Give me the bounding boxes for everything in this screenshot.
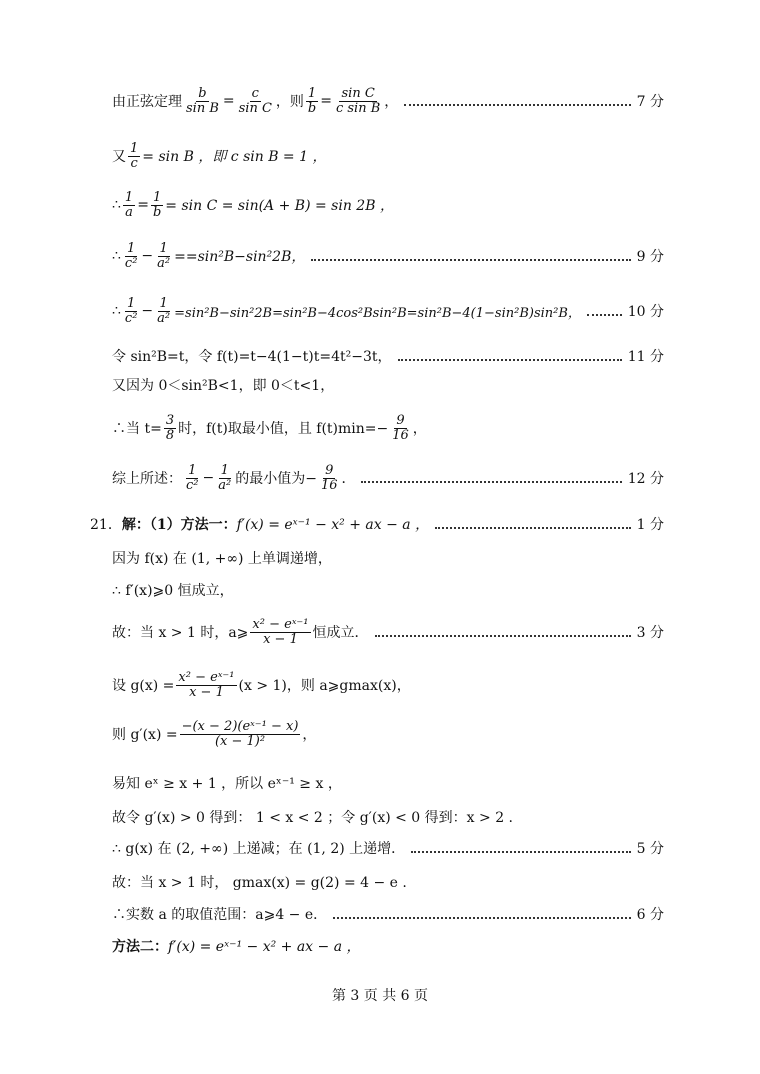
fraction: $\frac{1}{b}$	[307, 86, 317, 116]
leader-dots	[411, 850, 630, 853]
page-footer: 第 3 页 共 6 页	[331, 988, 429, 1004]
leader-dots	[398, 358, 622, 361]
line-13: 故：当 x > 1 时，a⩾ $\frac{\text{x² − eˣ⁻¹}}{x - 1}$ 恒成立． 3 分	[112, 617, 664, 647]
fraction: $\frac{1}{a}$	[124, 190, 134, 220]
leader-dots	[361, 480, 621, 483]
line-7: 又因为 0＜sin²B<1，即 0＜t<1，	[112, 378, 335, 394]
line-1: 由正弦定理 $\frac{b}{\text{sin B}}$ = $\frac{c}{\text{sin C}}$ ，则 $\frac{1}{b}$ = $\frac{\text{sin C}}{\text{c sin B}}$ ， 7 分	[112, 86, 664, 116]
fraction: $\frac{1}{\text{a²}}$	[218, 463, 232, 493]
line-10: 21． 解：（1）方法一： f′(x) = eˣ⁻¹ − x² + ax − a ， 1 分	[90, 506, 664, 542]
fraction: $\frac{1}{\text{c²}}$	[124, 241, 138, 271]
score: 10 分	[627, 304, 664, 320]
line-4: ∴ $\frac{1}{\text{c²}}$ − $\frac{1}{\text{a²}}$ ==sin²B−sin²2B， 9 分	[112, 241, 664, 271]
fraction: $\frac{1}{\text{c²}}$	[124, 296, 138, 326]
score: 1 分	[636, 517, 664, 533]
fraction: $\frac{1}{\text{c²}}$	[186, 463, 199, 493]
fraction: $\frac{\text{x² − eˣ⁻¹}}{x - 1}$	[178, 670, 235, 700]
line-6: 令 sin²B=t，令 f(t)=t−4(1−t)t=4t²−3t， 11 分	[112, 338, 664, 374]
line-18: ∴ g(x) 在 (2, +∞) 上递减；在 (1, 2) 上递增． 5 分	[112, 830, 664, 866]
line-12: ∴ f′(x)⩾0 恒成立，	[112, 583, 234, 599]
leader-dots	[435, 526, 631, 529]
leader-dots	[311, 258, 630, 261]
method-heading: 解：（1）方法一：	[121, 517, 237, 533]
score: 7 分	[636, 94, 664, 110]
line-5: ∴ $\frac{1}{\text{c²}}$ − $\frac{1}{\text{a²}}$ =sin²B−sin²2B=sin²B−4cos²Bsin²B=sin²B−4(1−sin²B)sin²B， 10 分	[112, 296, 664, 326]
score: 12 分	[627, 471, 664, 487]
line-3: ∴ $\frac{1}{a}$ = $\frac{1}{b}$ = sin C = sin(A + B) = sin 2B ，	[112, 190, 394, 220]
fraction: $\frac{1}{c}$	[130, 141, 139, 171]
fraction: $\frac{1}{\text{a²}}$	[157, 241, 171, 271]
fraction: $\frac{9}{16}$	[320, 463, 338, 493]
fraction: $\frac{\text{x² − eˣ⁻¹}}{x - 1}$	[252, 617, 309, 647]
fraction: $\frac{\text{sin C}}{\text{c sin B}}$	[335, 86, 381, 116]
fraction: $\frac{c}{\text{sin C}}$	[238, 86, 272, 116]
fraction: $\frac{\text{−(x − 2)(eˣ⁻¹ − x)}}{\text{(x − 1)²}}$	[181, 719, 299, 749]
leader-dots	[375, 634, 631, 637]
line-16: 易知 eˣ ≥ x + 1 ，所以 eˣ⁻¹ ≥ x ，	[112, 776, 342, 792]
fraction: $\frac{1}{\text{a²}}$	[157, 296, 171, 326]
score: 6 分	[636, 907, 664, 923]
leader-dots	[404, 103, 630, 106]
score: 11 分	[627, 349, 664, 365]
leader-dots	[333, 916, 630, 919]
line-2: 又 $\frac{1}{c}$ = sin B ，即 c sin B = 1 ，	[112, 141, 327, 171]
line-19: 故：当 x > 1 时， gmax(x) = g(2) = 4 − e .	[112, 875, 407, 891]
line-8: ∴当 t= $\frac{3}{8}$ 时，f(t)取最小值，且 f(t)min=− $\frac{9}{16}$ ，	[112, 413, 427, 443]
fraction: $\frac{3}{8}$	[165, 413, 175, 443]
line-14: 设 g(x) = $\frac{\text{x² − eˣ⁻¹}}{x - 1}$ (x > 1)，则 a⩾gmax(x)，	[112, 670, 411, 700]
question-number: 21．	[90, 517, 122, 533]
method-heading: 方法二：	[112, 939, 168, 955]
leader-dots	[587, 313, 622, 316]
line-17: 故令 g′(x) > 0 得到： 1 < x < 2 ；令 g′(x) < 0 得到：x > 2 .	[112, 810, 514, 826]
line-9: 综上所述： $\frac{1}{\text{c²}}$ − $\frac{1}{\text{a²}}$ 的最小值为− $\frac{9}{16}$ ． 12 分	[112, 463, 664, 493]
line-20: ∴实数 a 的取值范围：a⩾4 − e． 6 分	[112, 896, 664, 932]
score: 5 分	[636, 841, 664, 857]
line-11: 因为 f(x) 在 (1, +∞) 上单调递增，	[112, 551, 332, 567]
fraction: $\frac{1}{b}$	[152, 190, 162, 220]
score: 3 分	[636, 625, 664, 641]
line-21: 方法二： f′(x) = eˣ⁻¹ − x² + ax − a ，	[112, 928, 664, 964]
fraction: $\frac{b}{\text{sin B}}$	[186, 86, 219, 116]
line-15: 则 g′(x) = $\frac{\text{−(x − 2)(eˣ⁻¹ − x)}}{\text{(x − 1)²}}$ ，	[112, 719, 317, 749]
text: 由正弦定理	[112, 94, 182, 110]
fraction: $\frac{9}{16}$	[392, 413, 409, 443]
score: 9 分	[636, 249, 664, 265]
